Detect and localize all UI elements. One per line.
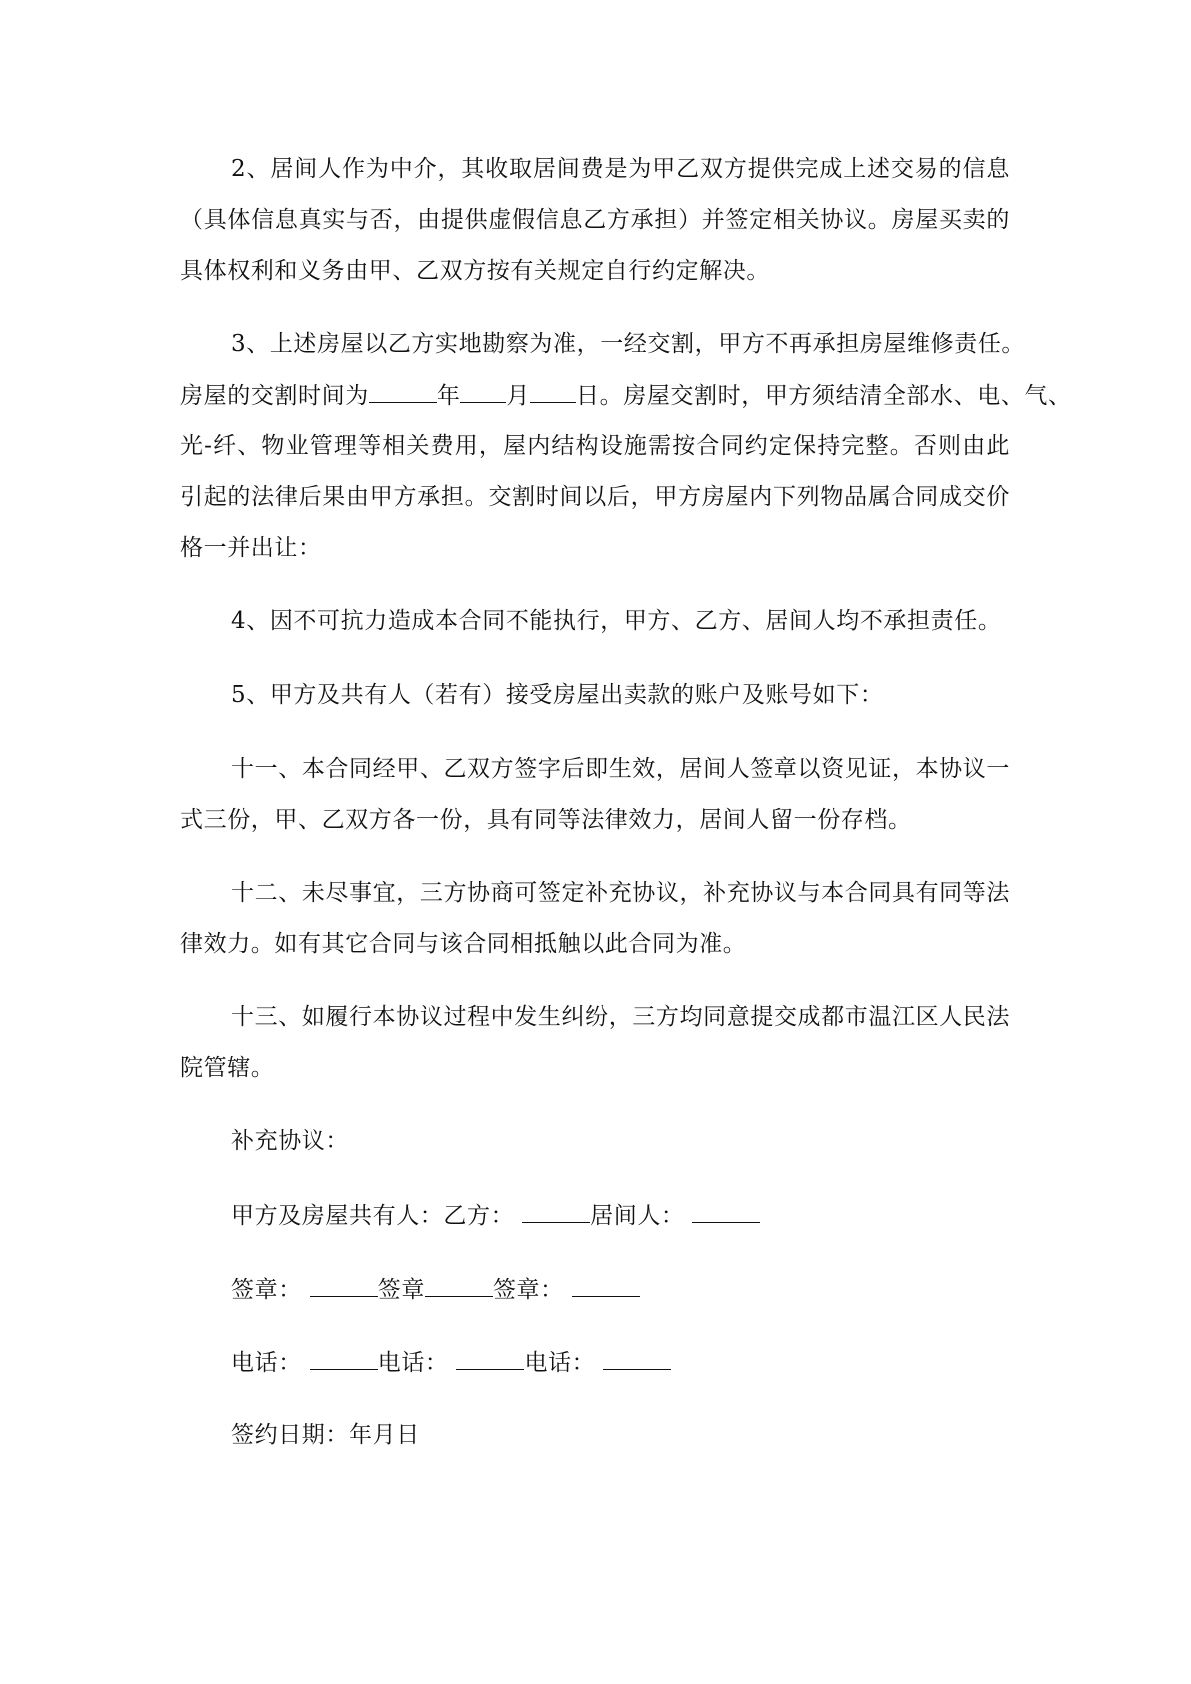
year-blank xyxy=(369,380,437,403)
phone-label-2: 电话： xyxy=(377,1350,449,1376)
year-label: 年 xyxy=(436,383,461,409)
handover-time-label: 房屋的交割时间为 xyxy=(180,383,369,409)
clause-13-line-2: 院管辖。 xyxy=(180,1055,275,1081)
phone-blank-1 xyxy=(310,1347,378,1370)
phone-label-1: 电话： xyxy=(231,1350,302,1376)
clause-3-line-4: 引起的法律后果由甲方承担。交割时间以后，甲方房屋内下列物品属合同成交价 xyxy=(180,484,1010,510)
seal-blank-3 xyxy=(572,1274,640,1297)
clause-3-line-2 xyxy=(180,380,1072,411)
broker-label: 居间人： xyxy=(590,1203,685,1229)
party-a-label: 甲方及房屋共有人：乙方： xyxy=(231,1203,515,1229)
seal-row xyxy=(231,1274,640,1305)
supplement-heading: 补充协议： xyxy=(231,1128,349,1154)
seal-blank-1 xyxy=(310,1274,378,1297)
month-label: 月 xyxy=(506,383,531,409)
clause-2-line-2: （具体信息真实与否，由提供虚假信息乙方承担）并签定相关协议。房屋买卖的 xyxy=(180,207,1010,233)
signing-date: 签约日期：年月日 xyxy=(231,1422,420,1448)
clause-3-line-5: 格一并出让： xyxy=(180,535,322,561)
clause-2-line-3: 具体权利和义务由甲、乙双方按有关规定自行约定解决。 xyxy=(180,258,770,284)
phone-blank-3 xyxy=(603,1347,671,1370)
seal-label-1: 签章： xyxy=(231,1277,302,1303)
party-signature-row xyxy=(231,1200,760,1231)
phone-label-3: 电话： xyxy=(524,1350,596,1376)
seal-label-3: 签章： xyxy=(492,1277,564,1303)
clause-3-line-3: 光-纤、物业管理等相关费用，屋内结构设施需按合同约定保持完整。否则由此 xyxy=(180,433,1010,459)
clause-13-line-1: 十三、如履行本协议过程中发生纠纷，三方均同意提交成都市温江区人民法 xyxy=(231,1004,1010,1030)
seal-label-2: 签章 xyxy=(377,1277,425,1303)
clause-5: 5、甲方及共有人（若有）接受房屋出卖款的账户及账号如下： xyxy=(231,682,884,708)
month-blank xyxy=(460,380,506,403)
clause-2-line-1: 2、居间人作为中介，其收取居间费是为甲乙双方提供完成上述交易的信息 xyxy=(231,156,1010,182)
clause-12-line-2: 律效力。如有其它合同与该合同相抵触以此合同为准。 xyxy=(180,931,747,957)
party-b-blank xyxy=(522,1200,590,1223)
clause-11-line-2: 式三份，甲、乙双方各一份，具有同等法律效力，居间人留一份存档。 xyxy=(180,807,912,833)
day-blank xyxy=(530,380,576,403)
phone-blank-2 xyxy=(456,1347,524,1370)
clause-12-line-1: 十二、未尽事宜，三方协商可签定补充协议，补充协议与本合同具有同等法 xyxy=(231,880,1010,906)
clause-4: 4、因不可抗力造成本合同不能执行，甲方、乙方、居间人均不承担责任。 xyxy=(231,608,1002,634)
broker-blank xyxy=(692,1200,760,1223)
clause-11-line-1: 十一、本合同经甲、乙双方签字后即生效，居间人签章以资见证，本协议一 xyxy=(231,756,1010,782)
seal-blank-2 xyxy=(425,1274,493,1297)
phone-row xyxy=(231,1347,671,1378)
day-label: 日。房屋交割时，甲方须结清全部水、电、气、 xyxy=(576,383,1072,409)
clause-3-line-1: 3、上述房屋以乙方实地勘察为准，一经交割，甲方不再承担房屋维修责任。 xyxy=(231,331,1026,357)
